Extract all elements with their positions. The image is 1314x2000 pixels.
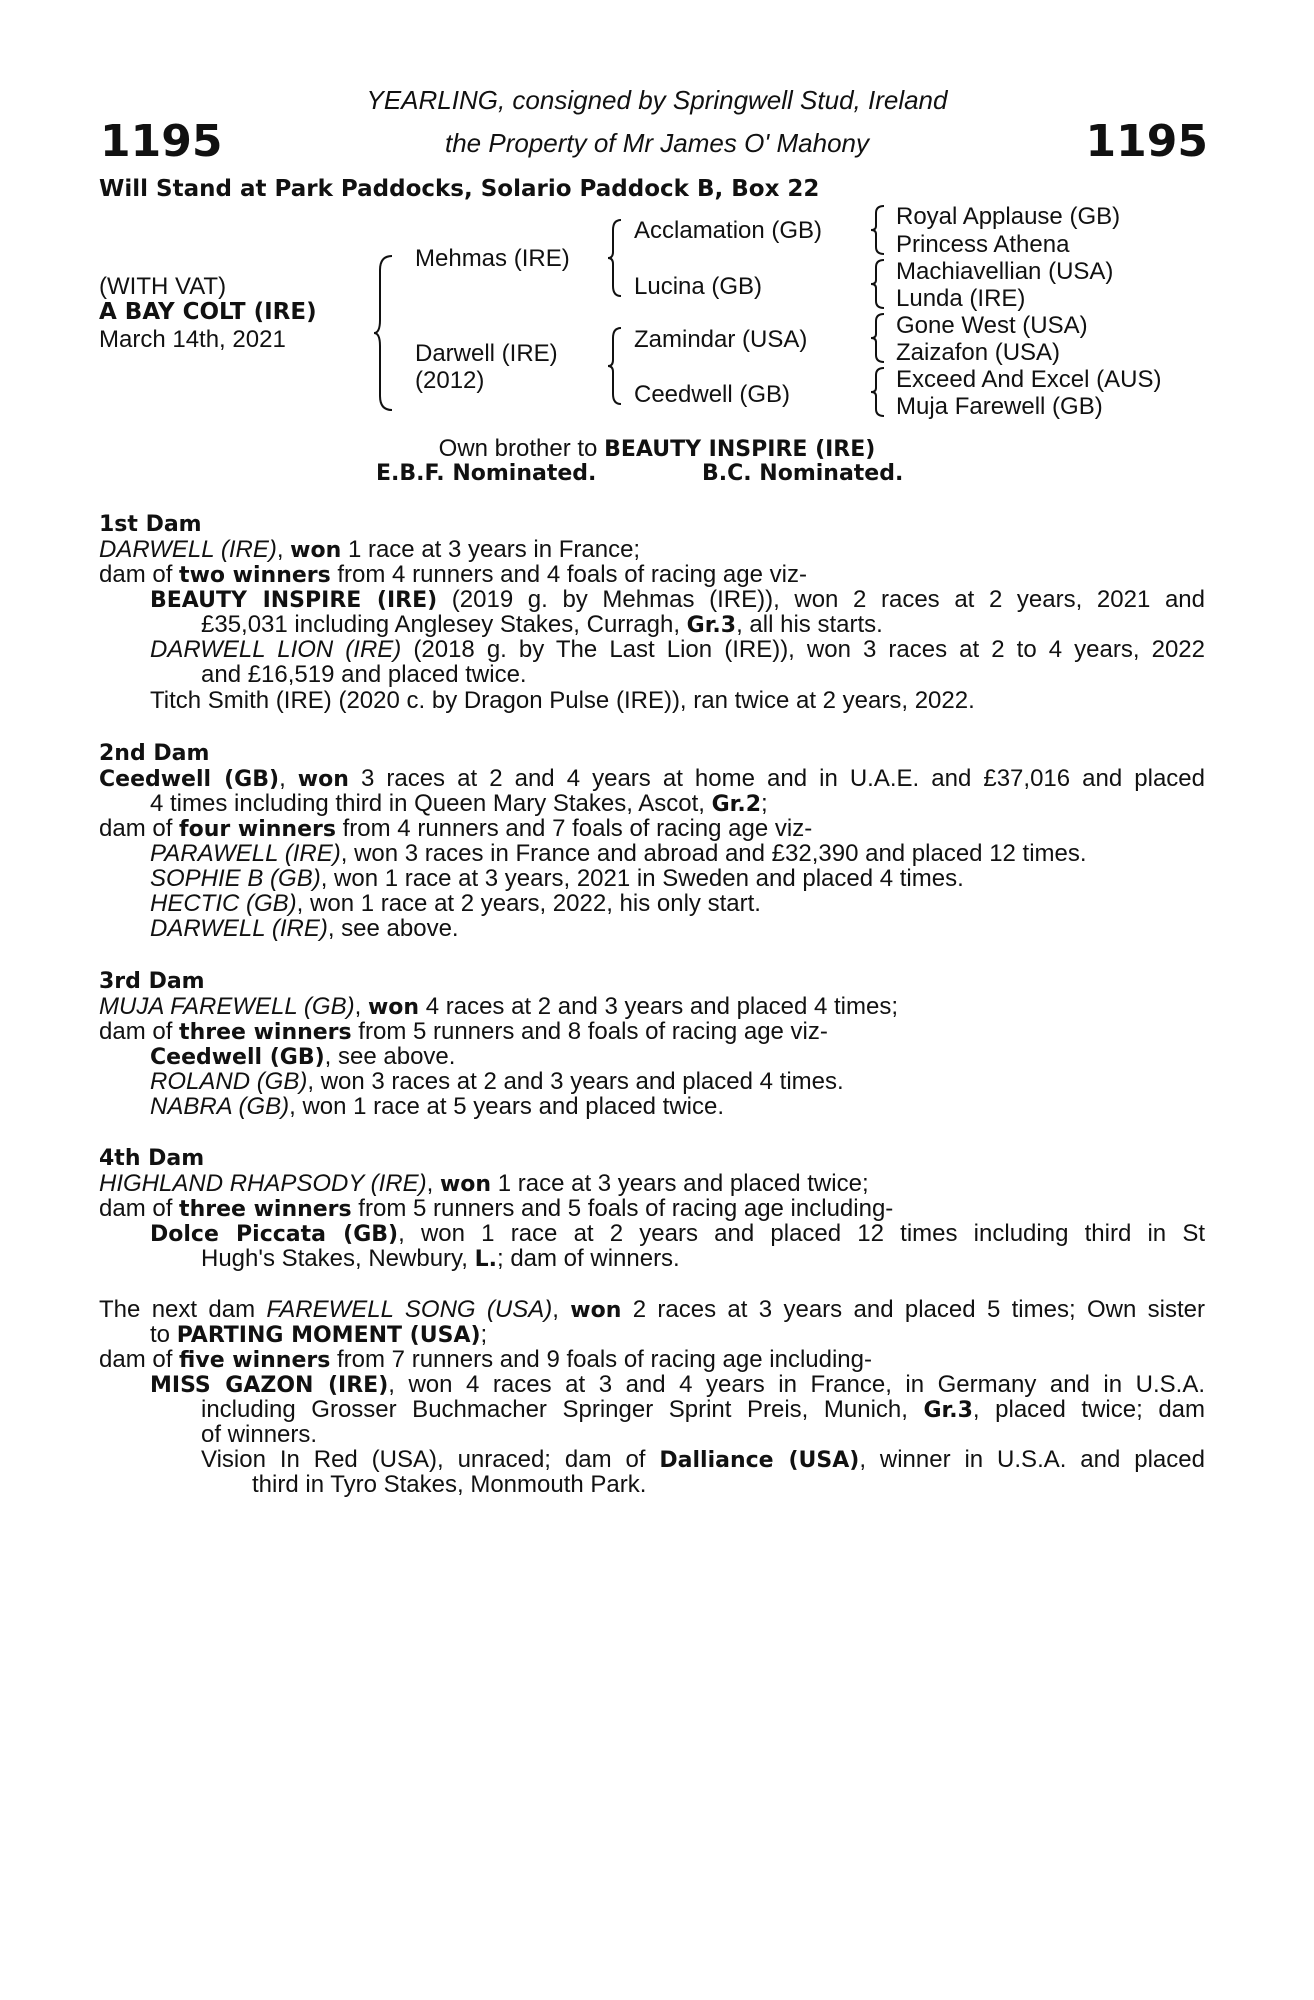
dam2-prog2 — [150, 866, 964, 891]
dam3-name: MUJA FAREWELL (GB) — [99, 993, 355, 1020]
dam3-prog3-text: , won 1 race at 5 years and placed twice. — [289, 1093, 725, 1120]
lot-number-right: 1195 — [1085, 116, 1208, 167]
next-sep: , — [552, 1296, 571, 1323]
next-record: 2 races at 3 years and placed 5 times; Own sister — [621, 1296, 1205, 1323]
dam3-prog1-name: Ceedwell (GB) — [150, 1045, 325, 1070]
dam4-winners: three winners — [179, 1197, 352, 1222]
pedigree-brace-sd — [870, 258, 888, 310]
dam3-prog2-name: ROLAND (GB) — [150, 1068, 308, 1095]
dam3-prog1-text: , see above. — [324, 1043, 456, 1070]
pedigree-brace-sire — [607, 218, 625, 298]
pedigree-brace-ss — [870, 204, 888, 256]
dam1-line1 — [99, 537, 640, 563]
own-brother-prefix: Own brother to — [438, 435, 605, 462]
next-line2 — [150, 1322, 487, 1348]
dam4-sep: , — [426, 1170, 440, 1197]
dam1-won: won — [290, 538, 342, 563]
next-line3 — [99, 1347, 872, 1373]
dam4-damof: dam of — [99, 1195, 180, 1222]
vat-note: (WITH VAT) — [99, 273, 227, 300]
dam2-prog3-name: HECTIC (GB) — [150, 890, 297, 917]
dam4-prog1-text2: Hugh's Stakes, Newbury, — [201, 1245, 475, 1272]
dam2-won: won — [297, 767, 349, 792]
next-winners: five winners — [179, 1348, 331, 1373]
dam-dam: Ceedwell (GB) — [634, 381, 791, 408]
dam1-name: DARWELL (IRE) — [99, 536, 277, 563]
dam1-record: 1 race at 3 years in France; — [341, 536, 641, 563]
dam1-prog2-name: DARWELL LION (IRE) — [150, 636, 402, 663]
gen3-2: Princess Athena — [896, 231, 1070, 258]
dam2-prog3-text: , won 1 race at 2 years, 2022, his only start. — [296, 890, 761, 917]
pedigree-brace-dd — [870, 366, 888, 418]
dam2-prog4-name: DARWELL (IRE) — [150, 915, 328, 942]
dam4-prog1-listed: L. — [474, 1247, 497, 1272]
stand-location: Will Stand at Park Paddocks, Solario Paddock B, Box 22 — [99, 176, 820, 202]
dam3-prog1 — [150, 1044, 455, 1070]
next-runners: from 7 runners and 9 foals of racing age including- — [330, 1346, 872, 1373]
bc-note: B.C. Nominated. — [702, 461, 904, 486]
dam4-line2 — [99, 1196, 893, 1222]
dam3-prog2 — [150, 1069, 844, 1094]
next-prog1-text3: , placed twice; dam — [972, 1396, 1206, 1423]
dam2-record2: 4 times including third in Queen Mary Stakes, Ascot, — [150, 790, 712, 817]
dam3-sep: , — [354, 993, 368, 1020]
sire-dam: Lucina (GB) — [634, 273, 763, 300]
dam3-prog3 — [150, 1094, 724, 1119]
dam2-prog1 — [150, 841, 1087, 866]
next-line1 — [99, 1297, 1205, 1323]
dam4-prog1-text3: ; dam of winners. — [496, 1245, 680, 1272]
dam3-line2 — [99, 1019, 828, 1045]
dam2-name: Ceedwell (GB) — [99, 767, 280, 792]
dam3-heading: 3rd Dam — [99, 969, 205, 994]
next-sister-of: PARTING MOMENT (USA) — [176, 1323, 481, 1348]
gen3-4: Lunda (IRE) — [896, 285, 1026, 312]
pedigree-brace-dam — [607, 326, 625, 406]
dam1-prog2-a — [150, 637, 1205, 662]
dam-name: Darwell (IRE) — [415, 340, 558, 367]
next-won: won — [570, 1298, 622, 1323]
ebf-note: E.B.F. Nominated. — [376, 461, 597, 486]
dam3-prog3-name: NABRA (GB) — [150, 1093, 290, 1120]
dam2-record: 3 races at 2 and 4 years at home and in U.A.E. and £37,016 and placed — [348, 765, 1205, 792]
next-prog2-text: Vision In Red (USA), unraced; dam of — [201, 1446, 660, 1473]
dam1-prog1-text3: , all his starts. — [736, 611, 883, 638]
dam4-prog1-b — [201, 1246, 680, 1272]
next-to: to — [150, 1321, 177, 1348]
dam4-heading: 4th Dam — [99, 1146, 205, 1171]
dam2-line2 — [99, 816, 812, 842]
dam4-runners: from 5 runners and 5 foals of racing age including- — [351, 1195, 894, 1222]
dam1-runners: from 4 runners and 4 foals of racing age viz- — [330, 561, 807, 588]
next-prog2-a — [201, 1447, 1205, 1473]
horse-name: A BAY COLT (IRE) — [99, 299, 317, 325]
dam2-grade: Gr.2 — [711, 792, 762, 817]
dam3-record: 4 races at 2 and 3 years and placed 4 times; — [419, 993, 898, 1020]
next-semicolon: ; — [480, 1321, 488, 1348]
dam2-damof: dam of — [99, 815, 180, 842]
pedigree-brace-ds — [870, 312, 888, 364]
next-name: FAREWELL SONG (USA) — [266, 1296, 553, 1323]
dam4-line1 — [99, 1171, 869, 1197]
next-prog2-name: Dalliance (USA) — [659, 1448, 860, 1473]
dam4-name: HIGHLAND RHAPSODY (IRE) — [99, 1170, 427, 1197]
next-prog1-d: of winners. — [201, 1421, 318, 1448]
gen3-1: Royal Applause (GB) — [896, 203, 1121, 230]
sire-name: Mehmas (IRE) — [415, 245, 570, 272]
dam1-prog2-b: and £16,519 and placed twice. — [201, 661, 527, 688]
dam2-heading: 2nd Dam — [99, 741, 210, 766]
dam2-prog4 — [150, 916, 459, 941]
dam-sire: Zamindar (USA) — [634, 326, 808, 353]
next-prog1-text: , won 4 races at 3 and 4 years in France, in Germany and in U.S.A. — [388, 1371, 1206, 1398]
dam2-prog2-name: SOPHIE B (GB) — [150, 865, 321, 892]
dam2-prog2-text: , won 1 race at 3 years, 2021 in Sweden and placed 4 times. — [320, 865, 964, 892]
dam2-runners: from 4 runners and 7 foals of racing age viz- — [335, 815, 813, 842]
dam3-runners: from 5 runners and 8 foals of racing age viz- — [351, 1018, 828, 1045]
dam2-winners: four winners — [179, 817, 336, 842]
dam1-heading: 1st Dam — [99, 512, 202, 537]
property-line: the Property of Mr James O' Mahony — [444, 128, 869, 158]
dam1-sep: , — [276, 536, 291, 563]
pedigree-brace-main — [372, 254, 396, 412]
dam4-record: 1 race at 3 years and placed twice; — [491, 1170, 869, 1197]
gen3-7: Exceed And Excel (AUS) — [896, 366, 1162, 393]
dam1-line2 — [99, 562, 807, 588]
dam3-damof: dam of — [99, 1018, 180, 1045]
next-prog1-grade: Gr.3 — [923, 1398, 973, 1423]
dam3-won: won — [367, 995, 420, 1020]
dam4-prog1-name: Dolce Piccata (GB) — [150, 1222, 399, 1247]
dam3-prog2-text: , won 3 races at 2 and 3 years and placed 4 times. — [307, 1068, 844, 1095]
dam1-prog1-text: (2019 g. by Mehmas (IRE)), won 2 races at 2 years, 2021 and — [437, 586, 1205, 613]
dam1-prog1-a — [150, 587, 1205, 613]
next-damof: dam of — [99, 1346, 180, 1373]
dam1-prog1-text2: £35,031 including Anglesey Stakes, Curragh, — [201, 611, 687, 638]
dam1-prog1-b — [201, 612, 883, 638]
next-prog1-text2: including Grosser Buchmacher Springer Sprint Preis, Munich, — [201, 1396, 924, 1423]
dam2-line1b — [150, 791, 768, 817]
foaling-date: March 14th, 2021 — [99, 326, 286, 353]
own-brother-name: BEAUTY INSPIRE (IRE) — [604, 437, 876, 462]
dam2-line1 — [99, 766, 1205, 792]
dam3-line1 — [99, 994, 898, 1020]
dam2-semicolon: ; — [761, 790, 768, 817]
next-prog1-name: MISS GAZON (IRE) — [150, 1373, 389, 1398]
gen3-6: Zaizafon (USA) — [896, 339, 1061, 366]
sire-sire: Acclamation (GB) — [634, 217, 823, 244]
gen3-3: Machiavellian (USA) — [896, 258, 1114, 285]
dam3-winners: three winners — [179, 1020, 352, 1045]
next-prog2-text2: , winner in U.S.A. and placed — [859, 1446, 1205, 1473]
dam1-prog1-name: BEAUTY INSPIRE (IRE) — [150, 588, 438, 613]
dam2-prog3 — [150, 891, 761, 916]
dam-year: (2012) — [415, 367, 485, 394]
next-prog2-b: third in Tyro Stakes, Monmouth Park. — [252, 1471, 647, 1498]
dam2-prog4-text: , see above. — [327, 915, 459, 942]
dam1-damof: dam of — [99, 561, 180, 588]
dam1-prog3: Titch Smith (IRE) (2020 c. by Dragon Pulse (IRE)), ran twice at 2 years, 2022. — [150, 687, 975, 714]
dam2-sep: , — [279, 765, 298, 792]
dam2-prog1-name: PARAWELL (IRE) — [150, 840, 341, 867]
lot-number-left: 1195 — [100, 116, 223, 167]
dam4-prog1-a — [150, 1221, 1205, 1247]
next-prog1-b — [201, 1397, 1205, 1423]
dam1-prog1-grade: Gr.3 — [686, 613, 737, 638]
next-prefix: The next dam — [99, 1296, 267, 1323]
dam4-won: won — [439, 1172, 492, 1197]
dam1-prog2-text: (2018 g. by The Last Lion (IRE)), won 3 races at 2 to 4 years, 2022 — [401, 636, 1205, 663]
consignor-line: YEARLING, consigned by Springwell Stud, Ireland — [366, 85, 948, 115]
dam4-prog1-text: , won 1 race at 2 years and placed 12 times including third in St — [398, 1220, 1205, 1247]
own-brother-line — [0, 436, 1314, 462]
next-prog1-a — [150, 1372, 1205, 1398]
gen3-5: Gone West (USA) — [896, 312, 1088, 339]
gen3-8: Muja Farewell (GB) — [896, 393, 1103, 420]
dam2-prog1-text: , won 3 races in France and abroad and £32,390 and placed 12 times. — [340, 840, 1087, 867]
dam1-winners: two winners — [179, 563, 331, 588]
